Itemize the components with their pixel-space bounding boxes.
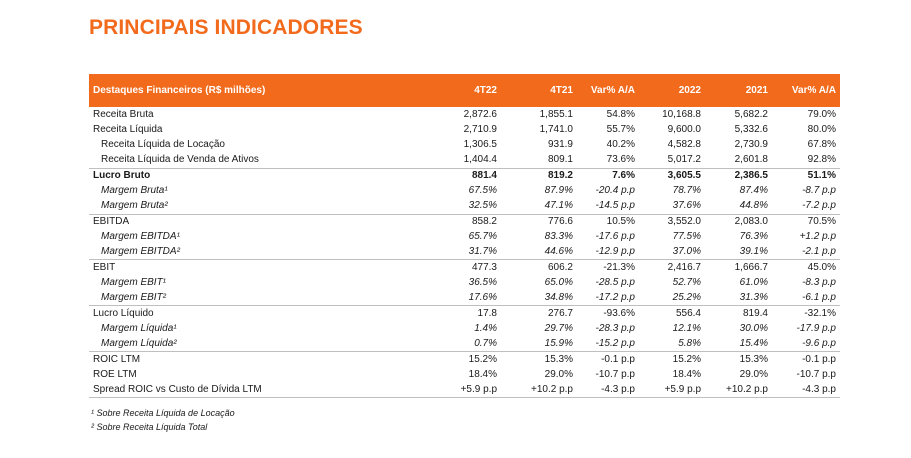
table-row	[89, 122, 840, 137]
table-cell: 0.7%	[405, 336, 501, 351]
footnote-2: ² Sobre Receita Líquida Total	[91, 422, 208, 432]
footnote-1: ¹ Sobre Receita Líquida de Locação	[91, 408, 235, 418]
table-cell: 5,332.6	[734, 123, 768, 135]
table-cell: 2,710.9	[463, 123, 497, 135]
table-cell: 39.1%	[705, 245, 772, 260]
table-cell: -21.3%	[603, 261, 635, 273]
table-cell: 65.0%	[544, 276, 573, 288]
table-cell: 9,600.0	[667, 123, 701, 135]
table-cell: -28.3 p.p	[595, 322, 635, 334]
row-label: Margem Bruta²	[89, 199, 405, 214]
table-cell: -17.9 p.p	[796, 322, 836, 334]
row-label: Lucro Líquido	[93, 307, 154, 319]
table-cell: 87.9%	[544, 185, 573, 197]
column-header-2021: 2021	[745, 85, 768, 96]
table-cell: -2.1 p.p	[772, 245, 840, 260]
table-cell: 1,306.5	[463, 139, 497, 151]
table-cell: +10.2 p.p	[501, 382, 577, 397]
table-cell: 819.4	[742, 307, 768, 319]
table-cell: 1,666.7	[734, 261, 768, 273]
row-label: Margem EBIT¹	[101, 276, 167, 288]
table-cell: -8.3 p.p	[802, 276, 836, 288]
row-label: EBIT	[93, 261, 116, 273]
table-cell: 15.9%	[501, 336, 577, 351]
table-cell: 881.4	[405, 168, 501, 183]
row-label: EBITDA	[93, 215, 130, 227]
table-cell: 3,552.0	[667, 215, 701, 227]
table-cell: 76.3%	[739, 231, 768, 243]
table-cell: 29.0%	[544, 368, 573, 380]
table-row	[89, 352, 840, 367]
table-row	[89, 168, 840, 183]
table-cell: 931.9	[547, 139, 573, 151]
page-title: PRINCIPAIS INDICADORES	[89, 16, 363, 39]
table-cell: 80.0%	[807, 123, 836, 135]
table-row	[89, 245, 840, 260]
table-cell: 5.8%	[639, 336, 705, 351]
table-cell: +1.2 p.p	[799, 231, 836, 243]
row-label: Receita Líquida de Venda de Ativos	[101, 154, 259, 166]
table-cell: -6.1 p.p	[772, 291, 840, 306]
table-cell: -93.6%	[603, 307, 635, 319]
table-cell: 67.5%	[468, 185, 497, 197]
table-cell: 5,017.2	[667, 154, 701, 166]
table-cell: -32.1%	[804, 307, 836, 319]
table-cell: 87.4%	[739, 185, 768, 197]
table-row	[89, 260, 840, 275]
table-cell: 2,601.8	[734, 154, 768, 166]
row-label: Margem EBITDA¹	[101, 231, 180, 243]
table-cell: 776.6	[547, 215, 573, 227]
row-label: Spread ROIC vs Custo de Dívida LTM	[89, 382, 405, 397]
table-cell: 18.4%	[468, 368, 497, 380]
table-cell: 37.0%	[639, 245, 705, 260]
column-header-4t22: 4T22	[474, 85, 497, 96]
table-row	[89, 214, 840, 229]
table-cell: 858.2	[471, 215, 497, 227]
table-cell: -20.4 p.p	[595, 185, 635, 197]
row-label: Margem Líquida²	[89, 336, 405, 351]
row-label: Receita Líquida	[93, 123, 163, 135]
table-cell: 1,741.0	[539, 123, 573, 135]
table-cell: -4.3 p.p	[577, 382, 639, 397]
table-cell: 34.8%	[501, 291, 577, 306]
table-cell: 7.6%	[577, 168, 639, 183]
table-cell: 79.0%	[807, 108, 836, 120]
table-cell: -28.5 p.p	[595, 276, 635, 288]
table-cell: 73.6%	[606, 154, 635, 166]
column-header-var-year: Var% A/A	[791, 85, 836, 96]
table-cell: 61.0%	[739, 276, 768, 288]
table-cell: 44.6%	[501, 245, 577, 260]
table-cell: -10.7 p.p	[595, 368, 635, 380]
column-header-4t21: 4T21	[550, 85, 573, 96]
table-cell: 819.2	[501, 168, 577, 183]
table-row	[89, 336, 840, 351]
table-row	[89, 306, 840, 321]
table-row	[89, 321, 840, 336]
table-row	[89, 138, 840, 153]
table-row	[89, 291, 840, 306]
table-cell: 32.5%	[405, 199, 501, 214]
table-cell: 10,168.8	[662, 108, 701, 120]
table-cell: -17.2 p.p	[577, 291, 639, 306]
table-cell: 54.8%	[606, 108, 635, 120]
table-row	[89, 107, 840, 122]
table-cell: 809.1	[547, 154, 573, 166]
table-cell: -4.3 p.p	[772, 382, 840, 397]
table-cell: 2,730.9	[734, 139, 768, 151]
row-label: Margem Bruta¹	[101, 185, 168, 197]
table-cell: 25.2%	[639, 291, 705, 306]
table-row	[89, 275, 840, 290]
table-cell: -7.2 p.p	[772, 199, 840, 214]
table-cell: 18.4%	[672, 368, 701, 380]
table-cell: 83.3%	[544, 231, 573, 243]
row-label: Margem EBIT²	[89, 291, 405, 306]
table-cell: 30.0%	[739, 322, 768, 334]
table-cell: 52.7%	[672, 276, 701, 288]
table-cell: -15.2 p.p	[577, 336, 639, 351]
table-cell: 15.2%	[672, 353, 701, 365]
table-cell: 29.7%	[544, 322, 573, 334]
table-header-row	[89, 74, 840, 107]
table-row	[89, 153, 840, 168]
row-label: Margem Líquida¹	[101, 322, 177, 334]
row-label: Margem EBITDA²	[89, 245, 405, 260]
table-cell: 37.6%	[639, 199, 705, 214]
row-label: ROE LTM	[93, 368, 137, 380]
table-cell: 36.5%	[468, 276, 497, 288]
table-cell: 1,404.4	[463, 154, 497, 166]
table-cell: 15.2%	[468, 353, 497, 365]
table-cell: 4,582.8	[667, 139, 701, 151]
table-cell: -8.7 p.p	[802, 185, 836, 197]
table-cell: -12.9 p.p	[577, 245, 639, 260]
table-cell: 44.8%	[705, 199, 772, 214]
table-cell: -9.6 p.p	[772, 336, 840, 351]
table-cell: 15.3%	[544, 353, 573, 365]
table-cell: 31.7%	[405, 245, 501, 260]
table-cell: 45.0%	[807, 261, 836, 273]
footnotes	[91, 406, 235, 434]
table-cell: 67.8%	[807, 139, 836, 151]
table-row	[89, 199, 840, 214]
table-row	[89, 382, 840, 397]
column-header-2022: 2022	[678, 85, 701, 96]
table-row	[89, 183, 840, 198]
table-body	[89, 107, 840, 398]
table-cell: +5.9 p.p	[639, 382, 705, 397]
row-label: ROIC LTM	[93, 353, 141, 365]
table-cell: 477.3	[471, 261, 497, 273]
table-cell: 78.7%	[672, 185, 701, 197]
table-cell: 15.4%	[705, 336, 772, 351]
table-cell: +5.9 p.p	[405, 382, 501, 397]
table-cell: 70.5%	[807, 215, 836, 227]
table-cell: +10.2 p.p	[705, 382, 772, 397]
table-cell: 2,416.7	[667, 261, 701, 273]
table-cell: 40.2%	[606, 139, 635, 151]
row-label: Receita Bruta	[93, 108, 154, 120]
table-cell: 29.0%	[739, 368, 768, 380]
table-row	[89, 367, 840, 382]
table-cell: 556.4	[675, 307, 701, 319]
table-cell: 31.3%	[705, 291, 772, 306]
table-cell: 1.4%	[474, 322, 497, 334]
table-cell: 2,386.5	[705, 168, 772, 183]
column-header-var-quarter: Var% A/A	[590, 85, 635, 96]
table-cell: -17.6 p.p	[595, 231, 635, 243]
table-cell: 606.2	[547, 261, 573, 273]
table-cell: 47.1%	[501, 199, 577, 214]
table-cell: 1,855.1	[539, 108, 573, 120]
table-cell: 2,083.0	[734, 215, 768, 227]
table-cell: 10.5%	[606, 215, 635, 227]
table-cell: 77.5%	[672, 231, 701, 243]
table-cell: 17.8	[477, 307, 497, 319]
table-cell: 92.8%	[807, 154, 836, 166]
table-cell: 5,682.2	[734, 108, 768, 120]
table-cell: -0.1 p.p	[601, 353, 635, 365]
table-cell: 17.6%	[405, 291, 501, 306]
table-cell: -14.5 p.p	[577, 199, 639, 214]
table-cell: 15.3%	[739, 353, 768, 365]
table-cell: 55.7%	[606, 123, 635, 135]
table-cell: 276.7	[547, 307, 573, 319]
table-cell: 51.1%	[772, 168, 840, 183]
table-cell: 65.7%	[468, 231, 497, 243]
row-label: Lucro Bruto	[89, 168, 405, 183]
indicators-table	[89, 74, 840, 398]
table-cell: -0.1 p.p	[802, 353, 836, 365]
table-cell: 2,872.6	[463, 108, 497, 120]
table-cell: 12.1%	[672, 322, 701, 334]
column-header-label: Destaques Financeiros (R$ milhões)	[93, 85, 266, 96]
table-cell: -10.7 p.p	[796, 368, 836, 380]
table-row	[89, 229, 840, 244]
table-cell: 3,605.5	[639, 168, 705, 183]
row-label: Receita Líquida de Locação	[101, 139, 225, 151]
